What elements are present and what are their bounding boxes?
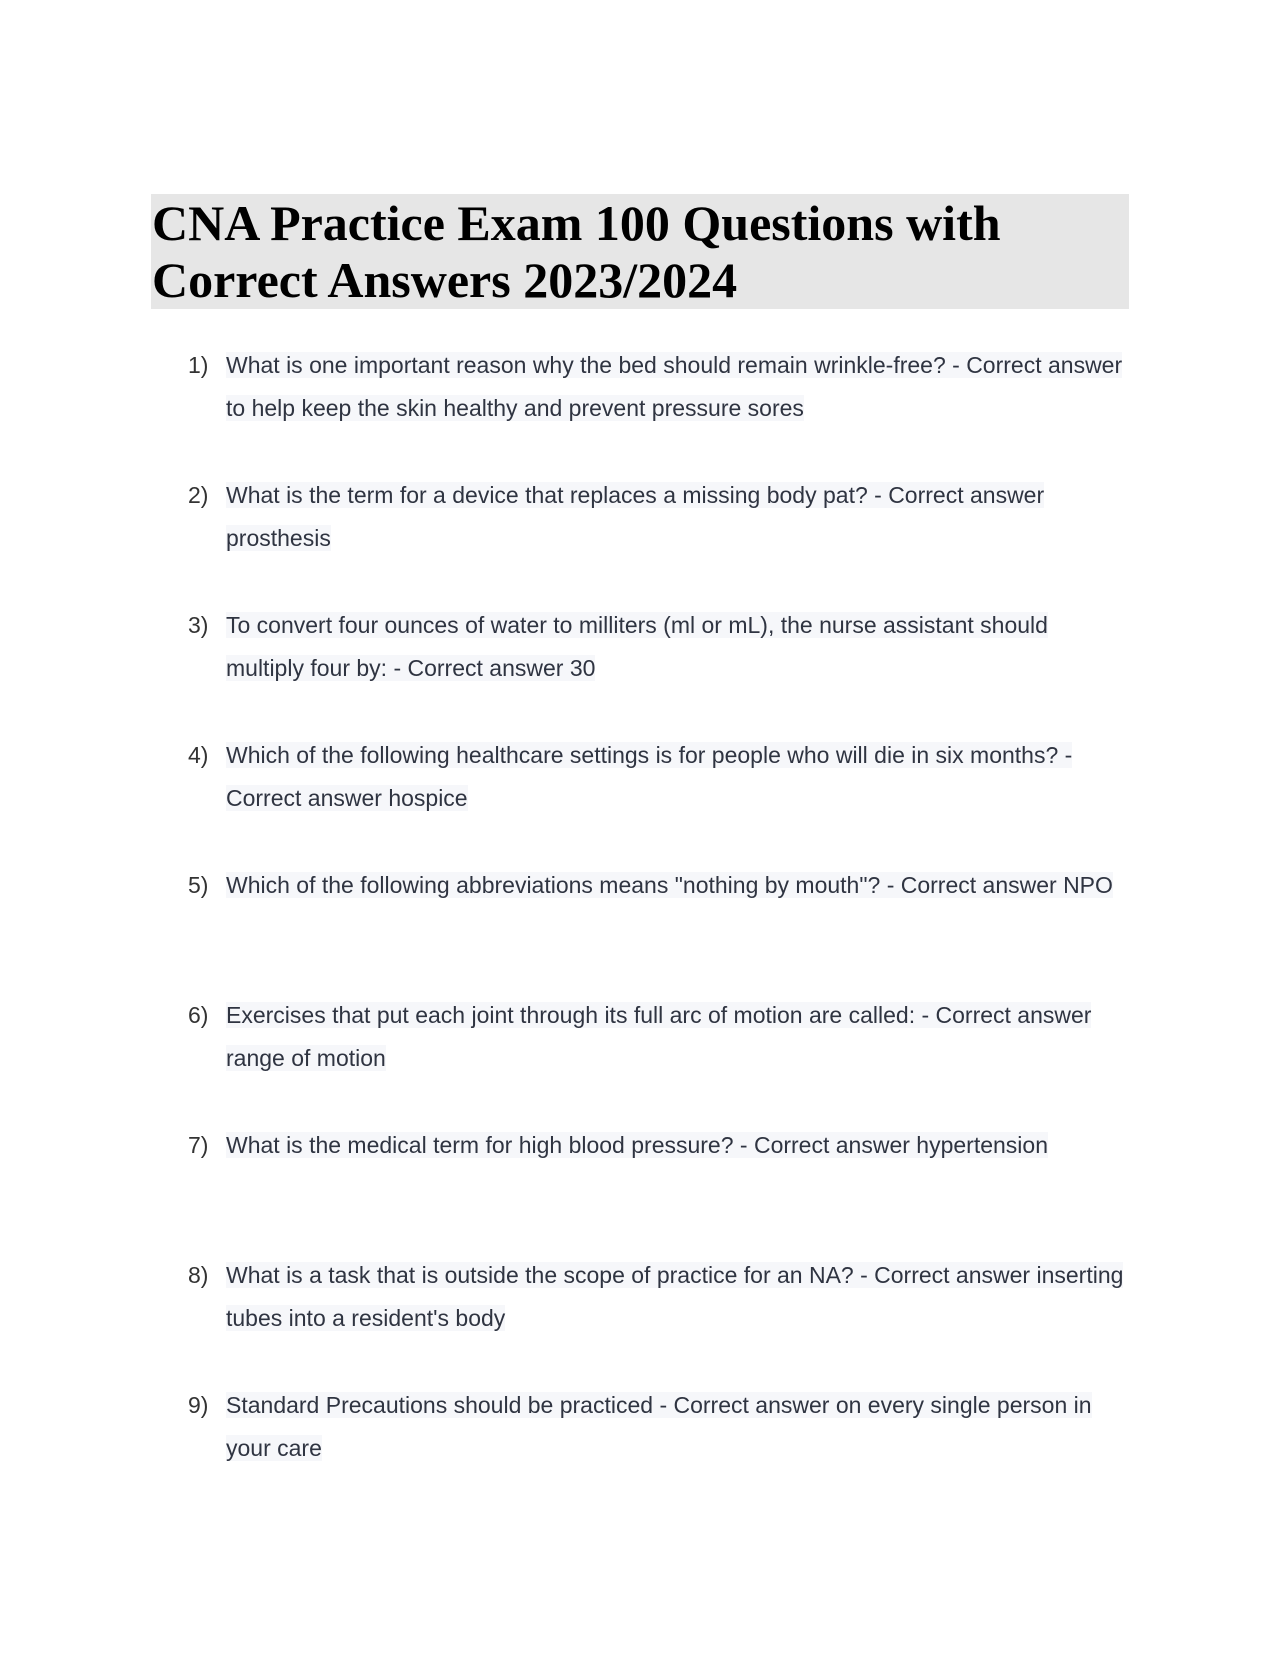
item-text: What is the term for a device that replaces a missing body pat? - Correct answer prosthesis — [226, 482, 1045, 551]
item-number: 5) — [188, 872, 209, 898]
list-item — [0, 734, 1280, 864]
item-number: 8) — [188, 1262, 209, 1288]
title-block — [151, 194, 1129, 309]
item-text: Standard Precautions should be practiced - Correct answer on every single person in your care — [226, 1392, 1092, 1461]
list-item — [0, 474, 1280, 604]
item-text: Which of the following abbreviations means "nothing by mouth"? - Correct answer NPO — [226, 872, 1113, 898]
item-number: 7) — [188, 1132, 209, 1158]
item-text: What is one important reason why the bed should remain wrinkle-free? - Correct answer to help keep the skin healthy and prevent pressure sores — [226, 352, 1123, 421]
page-title: CNA Practice Exam 100 Questions with Correct Answers 2023/2024 — [152, 195, 1001, 308]
item-number: 6) — [188, 1002, 209, 1028]
item-text: Which of the following healthcare settings is for people who will die in six months? - Correct answer hospice — [226, 742, 1073, 811]
item-number: 1) — [188, 352, 209, 378]
item-number: 3) — [188, 612, 209, 638]
list-item — [0, 604, 1280, 734]
question-list — [0, 344, 1280, 1514]
item-text: To convert four ounces of water to milliters (ml or mL), the nurse assistant should multiply four by: - Correct answer 30 — [226, 612, 1048, 681]
list-item — [0, 1254, 1280, 1384]
item-number: 9) — [188, 1392, 209, 1418]
list-item — [0, 344, 1280, 474]
list-item — [0, 1384, 1280, 1514]
item-text: What is the medical term for high blood pressure? - Correct answer hypertension — [226, 1132, 1048, 1158]
list-item — [0, 864, 1280, 994]
item-number: 4) — [188, 742, 209, 768]
item-text: What is a task that is outside the scope of practice for an NA? - Correct answer inserting tubes into a resident's body — [226, 1262, 1124, 1331]
item-text: Exercises that put each joint through its full arc of motion are called: - Correct answer range of motion — [226, 1002, 1092, 1071]
list-item — [0, 1124, 1280, 1254]
list-item — [0, 994, 1280, 1124]
item-number: 2) — [188, 482, 209, 508]
